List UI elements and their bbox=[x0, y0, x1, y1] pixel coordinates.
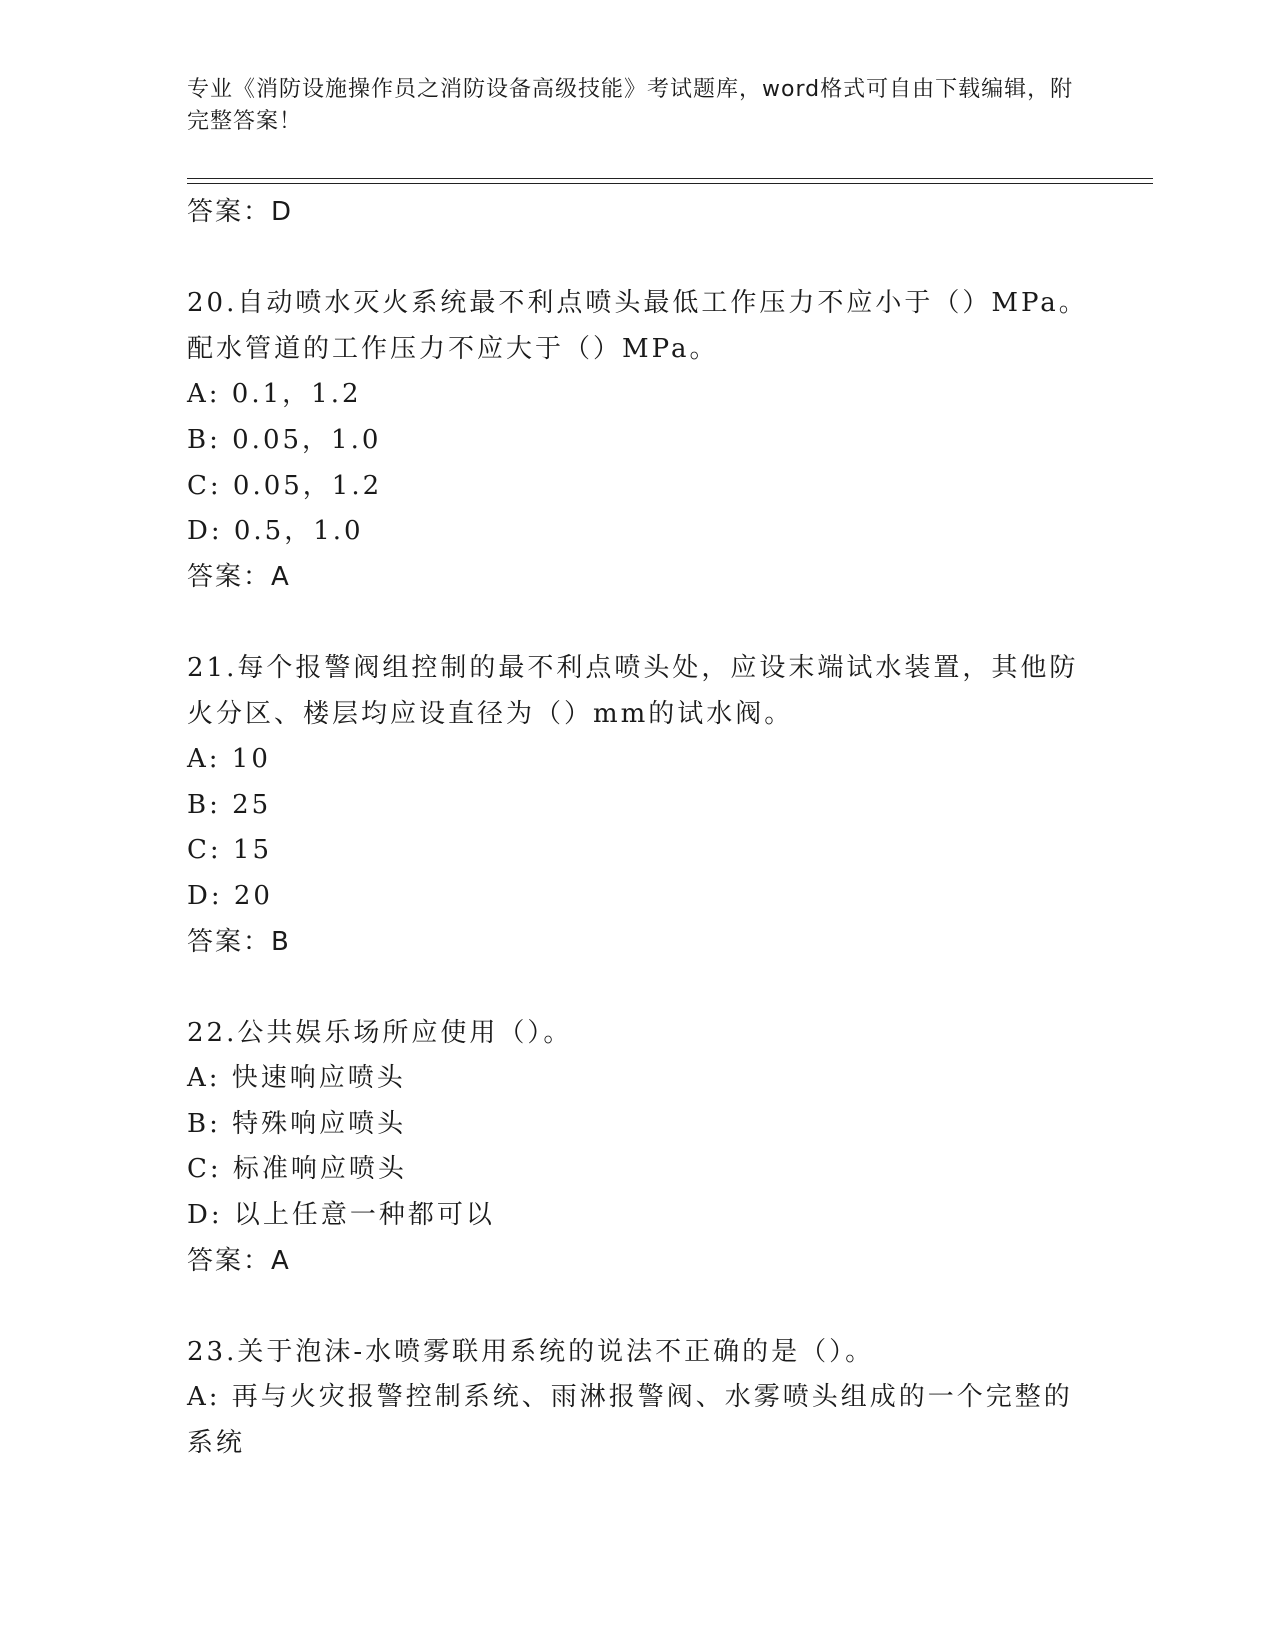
option-a-continued: 系统 bbox=[187, 1428, 246, 1459]
answer: 答案：A bbox=[187, 561, 291, 592]
option-c: C: 标准响应喷头 bbox=[187, 1154, 407, 1185]
option-b: B: 0.05，1.0 bbox=[187, 424, 382, 455]
option-a: A: 再与火灾报警控制系统、雨淋报警阀、水雾喷头组成的一个完整的 bbox=[187, 1382, 1073, 1413]
option-b: B: 特殊响应喷头 bbox=[187, 1108, 407, 1139]
option-a: A: 10 bbox=[187, 744, 271, 775]
question-stem: 20.自动喷水灭火系统最不利点喷头最低工作压力不应小于（）MPa。 bbox=[187, 288, 1088, 319]
document-header: 专业《消防设施操作员之消防设备高级技能》考试题库，word格式可自由下载编辑，附完整答案！ bbox=[187, 77, 1074, 134]
question-list bbox=[187, 190, 1087, 1467]
answer: 答案：B bbox=[187, 926, 291, 957]
option-b: B: 25 bbox=[187, 789, 272, 820]
spacer bbox=[187, 236, 1087, 282]
spacer bbox=[187, 600, 1087, 646]
question-stem: 配水管道的工作压力不应大于（）MPa。 bbox=[187, 333, 719, 364]
question-20 bbox=[187, 281, 1087, 600]
previous-answer: 答案：D bbox=[187, 197, 294, 227]
spacer bbox=[187, 965, 1087, 1011]
option-d: D: 以上任意一种都可以 bbox=[187, 1200, 495, 1231]
spacer bbox=[187, 1284, 1087, 1330]
question-stem: 22.公共娱乐场所应使用（）。 bbox=[187, 1017, 573, 1048]
option-d: D: 0.5，1.0 bbox=[187, 516, 364, 547]
option-a: A: 快速响应喷头 bbox=[187, 1063, 406, 1094]
header-rule-bottom bbox=[187, 183, 1153, 184]
answer: 答案：A bbox=[187, 1245, 291, 1276]
question-22 bbox=[187, 1011, 1087, 1285]
question-23 bbox=[187, 1330, 1087, 1467]
option-c: C: 15 bbox=[187, 835, 273, 866]
question-stem: 21.每个报警阀组控制的最不利点喷头处，应设末端试水装置，其他防 bbox=[187, 652, 1079, 683]
option-a: A: 0.1，1.2 bbox=[187, 379, 362, 410]
question-21 bbox=[187, 646, 1087, 965]
question-stem: 23.关于泡沫-水喷雾联用系统的说法不正确的是（）。 bbox=[187, 1336, 875, 1367]
option-d: D: 20 bbox=[187, 880, 273, 911]
option-c: C: 0.05，1.2 bbox=[187, 470, 383, 501]
question-stem: 火分区、楼层均应设直径为（）mm的试水阀。 bbox=[187, 698, 794, 729]
header-rule-top bbox=[187, 178, 1153, 179]
